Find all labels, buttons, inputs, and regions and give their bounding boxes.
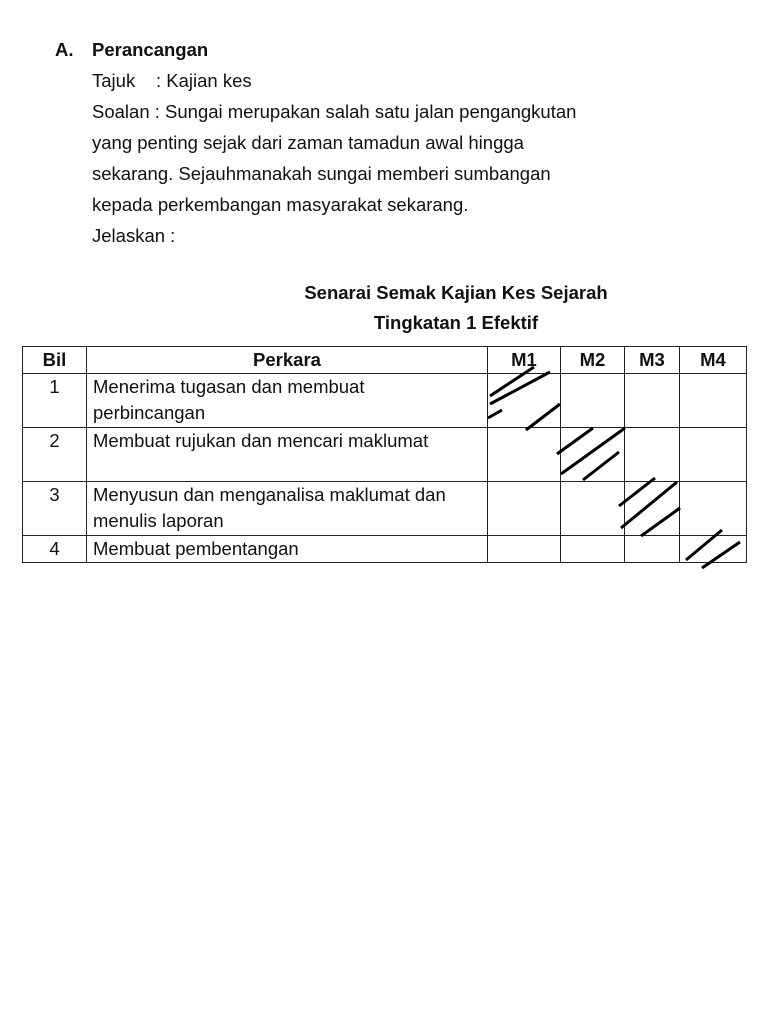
- row-perkara: Menyusun dan menganalisa maklumat dan menulis laporan: [87, 482, 488, 536]
- header-m1: M1: [488, 347, 561, 374]
- table-row: [23, 428, 747, 482]
- checklist-table: [22, 346, 747, 563]
- tajuk-line: [92, 65, 735, 96]
- table-header-row: [23, 347, 747, 374]
- cell-m3: [625, 428, 680, 482]
- jelaskan-text: Jelaskan :: [92, 225, 176, 246]
- cell-m1: [488, 536, 561, 563]
- row-perkara: Menerima tugasan dan membuat perbincangan: [87, 374, 488, 428]
- row-bil: 3: [23, 482, 87, 536]
- cell-m1: [488, 374, 561, 428]
- cell-m3: [625, 374, 680, 428]
- row-bil: 4: [23, 536, 87, 563]
- header-m4: M4: [680, 347, 747, 374]
- row-perkara: Membuat pembentangan: [87, 536, 488, 563]
- cell-m4: [680, 428, 747, 482]
- cell-m1: [488, 428, 561, 482]
- table-row: [23, 374, 747, 428]
- table-row: [23, 536, 747, 563]
- hatch-mark-icon: [561, 428, 625, 482]
- header-m3: M3: [625, 347, 680, 374]
- table-row: [23, 482, 747, 536]
- tajuk-label: Tajuk: [92, 70, 136, 91]
- cell-m1: [488, 482, 561, 536]
- row-perkara: Membuat rujukan dan mencari maklumat: [87, 428, 488, 482]
- section-a: [55, 34, 735, 251]
- header-bil: Bil: [23, 347, 87, 374]
- header-m2: M2: [561, 347, 625, 374]
- cell-m2: [561, 374, 625, 428]
- section-heading: [55, 34, 735, 65]
- cell-m3: [625, 536, 680, 563]
- cell-m2: [561, 428, 625, 482]
- cell-m4: [680, 482, 747, 536]
- row-bil: 2: [23, 428, 87, 482]
- checklist-subtitle: Tingkatan 1 Efektif: [373, 312, 539, 333]
- section-letter: A.: [55, 39, 74, 60]
- soalan-text: Soalan : Sungai merupakan salah satu jalan pengangkutan yang penting sejak dari zaman tamadun awal hingga sekarang. Sejauhmanakah sungai memberi sumbangan kepada perkembangan masyarakat sekarang.: [92, 101, 577, 215]
- cell-m4: [680, 536, 747, 563]
- cell-m3: [625, 482, 680, 536]
- section-title: Perancangan: [92, 39, 209, 60]
- hatch-mark-icon: [680, 536, 747, 563]
- cell-m4: [680, 374, 747, 428]
- hatch-mark-icon: [488, 374, 561, 428]
- tajuk-value: : Kajian kes: [156, 70, 252, 91]
- cell-m2: [561, 536, 625, 563]
- cell-m2: [561, 482, 625, 536]
- row-bil: 1: [23, 374, 87, 428]
- header-perkara: Perkara: [87, 347, 488, 374]
- hatch-mark-icon: [625, 482, 680, 536]
- checklist-title: Senarai Semak Kajian Kes Sejarah: [304, 282, 608, 303]
